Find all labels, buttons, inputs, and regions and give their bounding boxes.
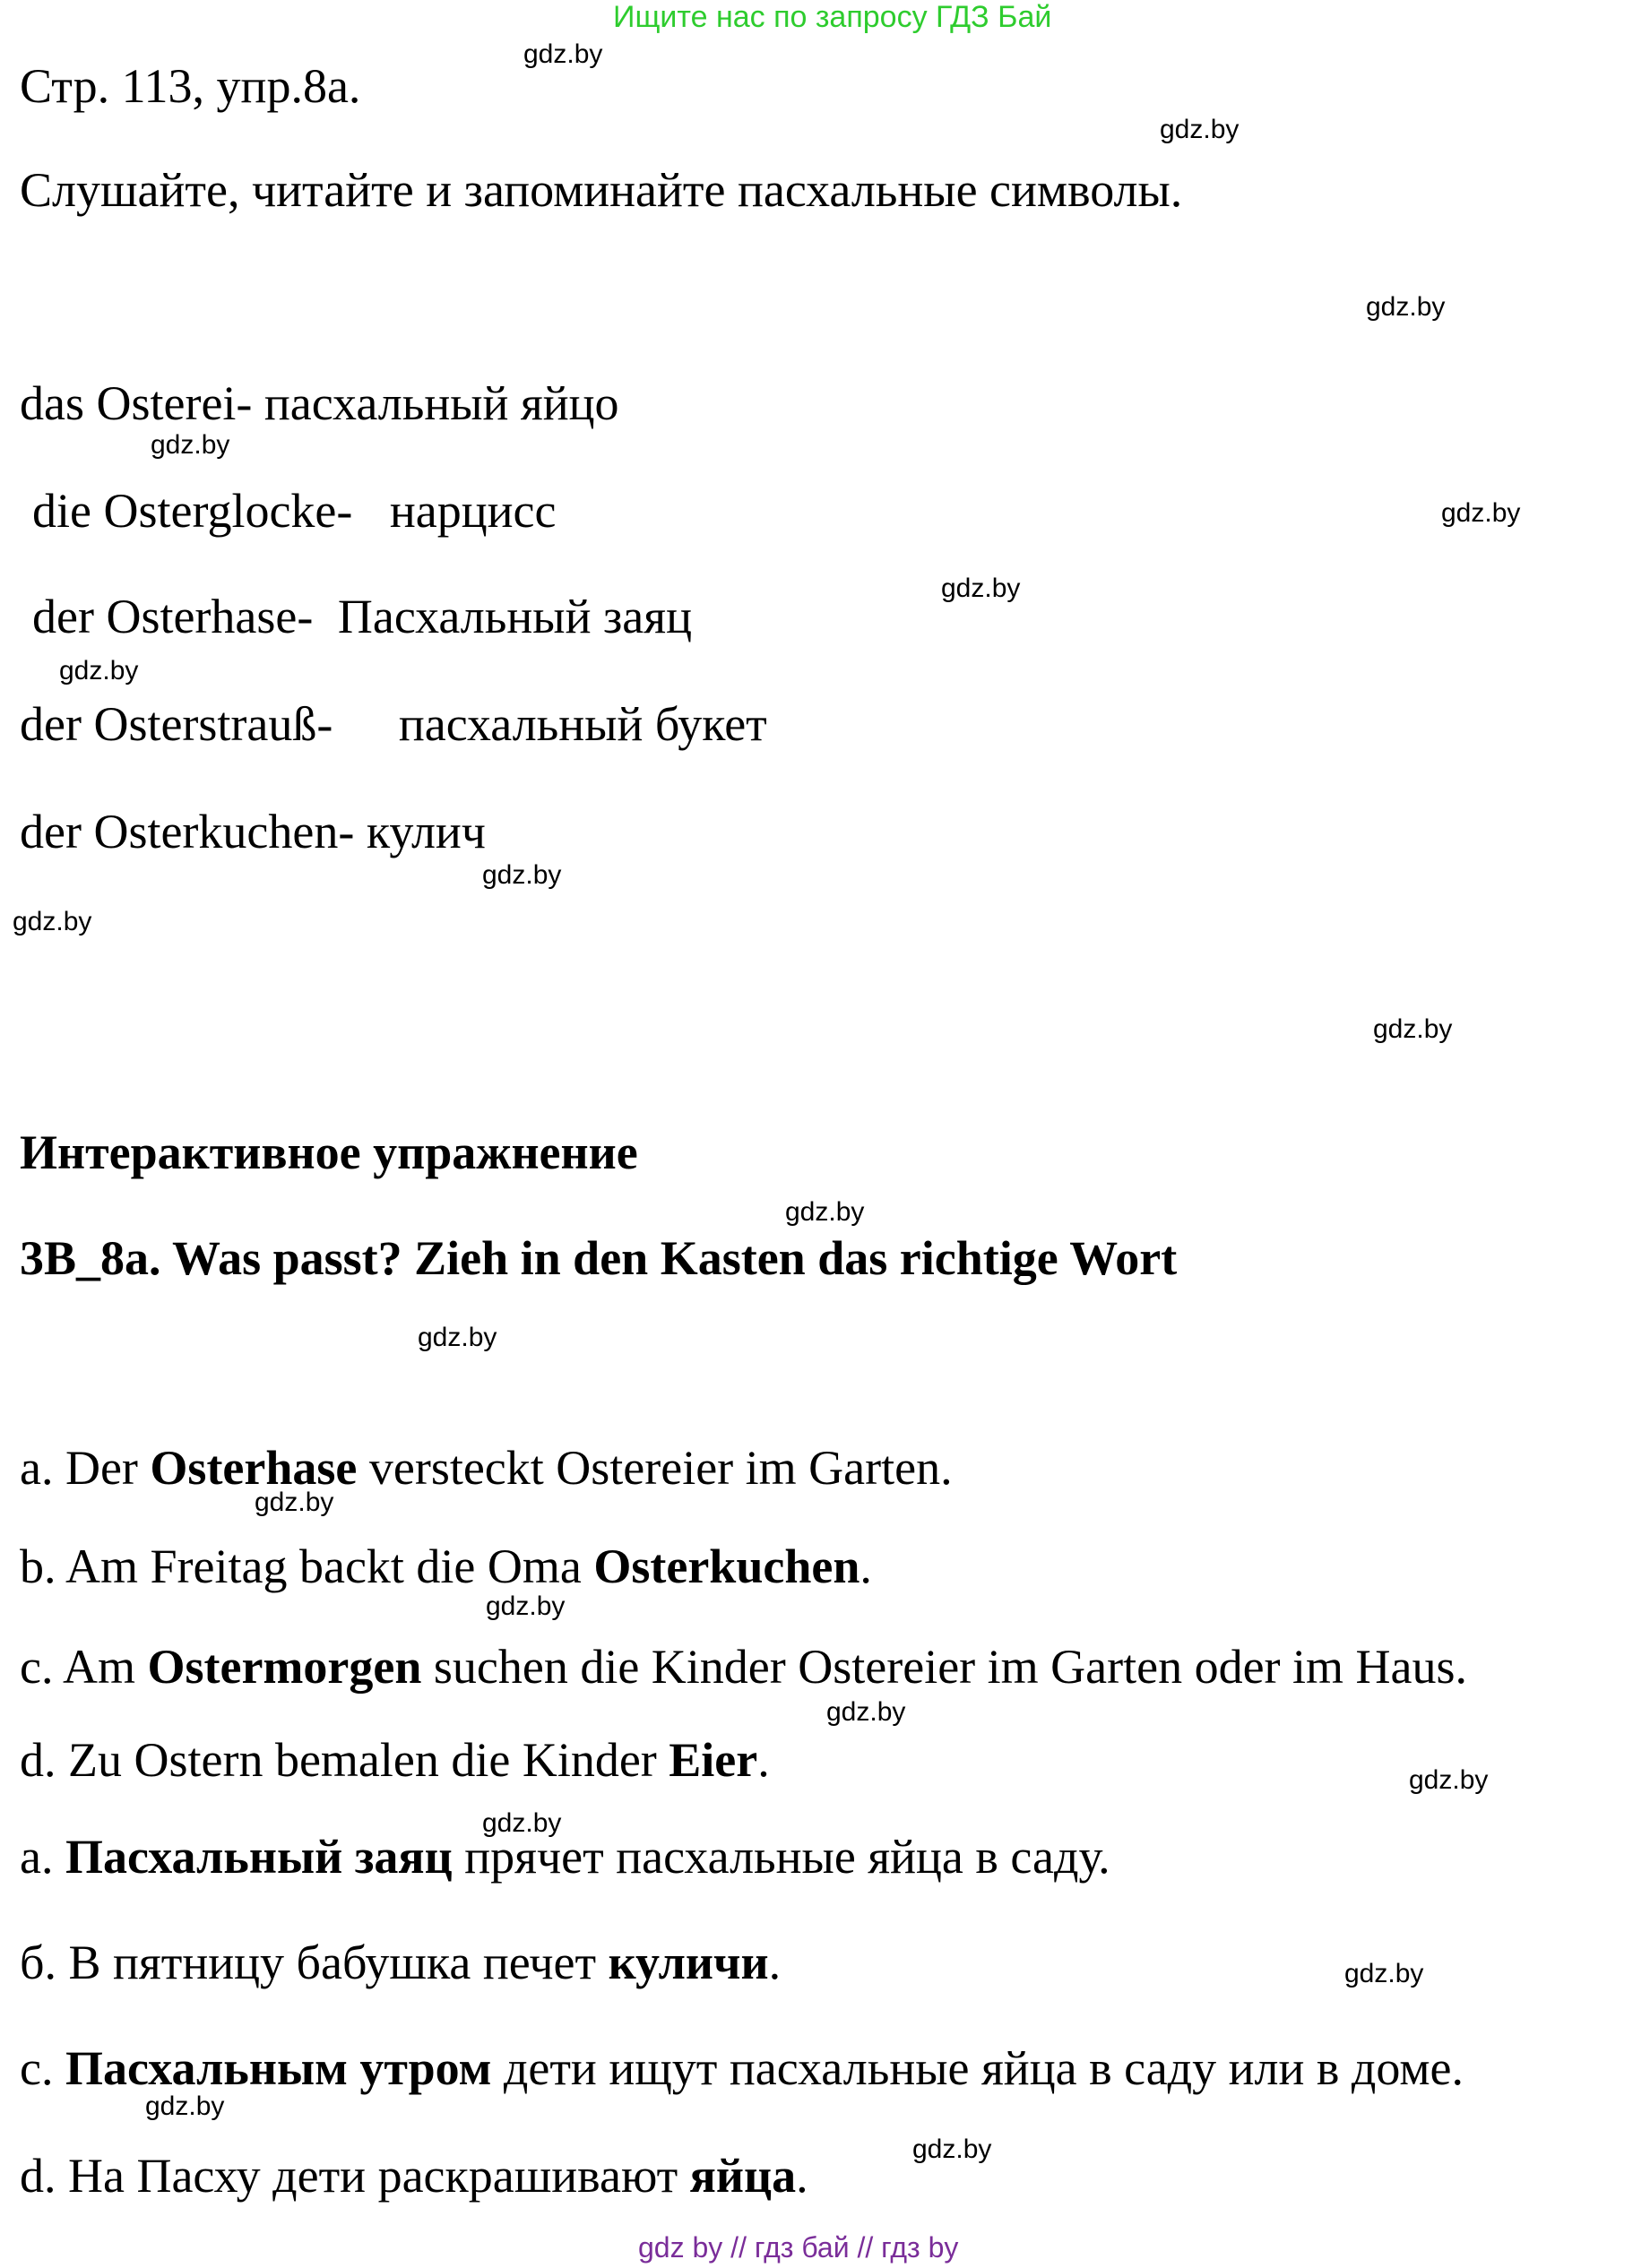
sentence-text: d. На Пасху дети раскрашивают <box>20 2149 690 2203</box>
watermark: gdz.by <box>151 430 230 460</box>
top-banner: Ищите нас по запросу ГДЗ Бай <box>613 0 1052 34</box>
watermark: gdz.by <box>1373 1014 1453 1044</box>
vocab-item <box>32 484 557 538</box>
sentence-text: б. В пятницу бабушка печет <box>20 1936 609 1989</box>
exercise-reference: Стр. 113, упр.8а. <box>20 59 361 113</box>
watermark: gdz.by <box>523 39 603 69</box>
vocab-russian: пасхальный букет <box>398 697 767 751</box>
vocab-german: das Osterei- <box>20 376 253 430</box>
sentence-text: прячет пасхальные яйца в саду. <box>452 1830 1110 1884</box>
vocab-russian: нарцисс <box>389 484 557 538</box>
watermark: gdz.by <box>59 656 139 686</box>
watermark: gdz.by <box>418 1323 497 1352</box>
sentence-de <box>20 1733 770 1787</box>
watermark: gdz.by <box>145 2091 225 2121</box>
sentence-text: дети ищут пасхальные яйца в саду или в доме. <box>491 2041 1464 2095</box>
watermark: gdz.by <box>785 1197 865 1227</box>
watermark: gdz.by <box>13 907 92 936</box>
watermark: gdz.by <box>482 860 562 890</box>
sentence-answer: яйца <box>689 2149 797 2203</box>
sentence-answer: Пасхальный заяц <box>65 1830 453 1884</box>
interactive-task: 3B_8a. Was passt? Zieh in den Kasten das richtige Wort <box>20 1231 1178 1285</box>
sentence-text: d. Zu Ostern bemalen die Kinder <box>20 1733 670 1787</box>
watermark: gdz.by <box>1344 1959 1424 1988</box>
watermark: gdz.by <box>1409 1765 1489 1795</box>
sentence-answer: Ostermorgen <box>147 1640 422 1694</box>
sentence-answer: Osterkuchen <box>593 1539 860 1593</box>
sentence-answer: Пасхальным утром <box>65 2041 492 2095</box>
sentence-de <box>20 1539 872 1593</box>
watermark: gdz.by <box>826 1697 906 1727</box>
sentence-answer: Osterhase <box>150 1441 358 1495</box>
footer-links: gdz by // гдз бай // гдз by <box>638 2231 959 2264</box>
sentence-ru <box>20 2149 808 2203</box>
vocab-item <box>20 805 486 858</box>
sentence-ru <box>20 1936 781 1989</box>
vocab-german: der Osterhase- <box>32 590 314 643</box>
sentence-text: . <box>768 1936 782 1989</box>
vocab-german: die Osterglocke- <box>32 484 353 538</box>
vocab-russian: Пасхальный заяц <box>337 590 692 643</box>
vocab-item <box>20 697 767 751</box>
interactive-heading: Интерактивное упражнение <box>20 1125 638 1179</box>
sentence-ru <box>20 1830 1110 1884</box>
vocab-item <box>32 590 692 643</box>
watermark: gdz.by <box>1160 115 1240 144</box>
watermark: gdz.by <box>941 573 1021 603</box>
sentence-text: c. Am <box>20 1640 148 1694</box>
watermark: gdz.by <box>482 1808 562 1838</box>
sentence-de <box>20 1640 1467 1694</box>
watermark: gdz.by <box>1366 292 1446 322</box>
vocab-russian: пасхальный яйцо <box>263 376 619 430</box>
watermark: gdz.by <box>486 1591 566 1621</box>
sentence-text: . <box>796 2149 808 2203</box>
sentence-ru <box>20 2041 1464 2095</box>
watermark: gdz.by <box>1441 498 1521 528</box>
watermark: gdz.by <box>912 2134 992 2164</box>
sentence-text: a. <box>20 1830 65 1884</box>
vocab-russian: кулич <box>366 805 486 858</box>
sentence-answer: куличи <box>608 1936 769 1989</box>
sentence-text: c. <box>20 2041 65 2095</box>
vocab-german: der Osterstrauß- <box>20 697 333 751</box>
exercise-instruction: Слушайте, читайте и запоминайте пасхальные символы. <box>20 163 1183 217</box>
sentence-text: versteckt Ostereier im Garten. <box>357 1441 953 1495</box>
watermark: gdz.by <box>255 1488 334 1517</box>
sentence-text: . <box>860 1539 872 1593</box>
vocab-item <box>20 376 619 430</box>
sentence-text: b. Am Freitag backt die Oma <box>20 1539 594 1593</box>
sentence-answer: Eier <box>669 1733 758 1787</box>
sentence-text: suchen die Kinder Ostereier im Garten oder im Haus. <box>421 1640 1468 1694</box>
sentence-de <box>20 1441 953 1495</box>
sentence-text: . <box>757 1733 770 1787</box>
sentence-text: a. Der <box>20 1441 151 1495</box>
vocab-german: der Osterkuchen- <box>20 805 355 858</box>
